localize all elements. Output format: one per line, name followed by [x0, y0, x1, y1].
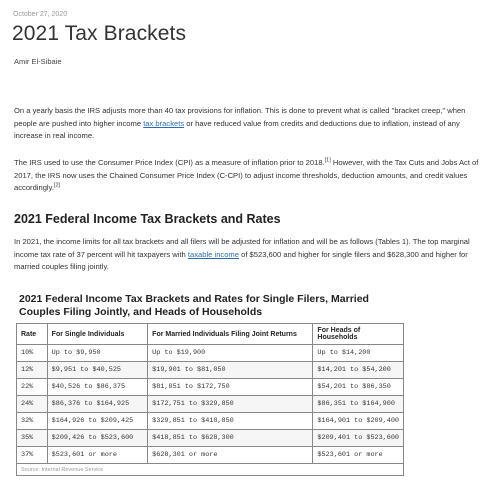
head-of-household-cell: $209,401 to $523,600 — [313, 430, 404, 447]
taxable-income-link[interactable]: taxable income — [187, 249, 239, 259]
limits-text-end: of $523,600 and higher for single filers and $628,300 and higher for married couples filing jointly. — [14, 249, 468, 272]
single-cell: $40,526 to $86,375 — [47, 379, 148, 396]
table-row — [17, 345, 404, 362]
intro-text-end: or have reduced value from credits and deductions due to inflation, instead of any increase in real income. — [14, 118, 460, 141]
footnote-ref-2[interactable]: [2] — [53, 182, 61, 189]
married-joint-cell: $628,301 or more — [148, 447, 313, 464]
single-cell: $86,376 to $164,925 — [47, 396, 148, 413]
married-joint-cell: $418,851 to $628,300 — [148, 430, 313, 447]
table-row — [17, 447, 404, 464]
table-row — [17, 379, 404, 396]
head-of-household-cell: $14,201 to $54,200 — [313, 362, 404, 379]
table-row — [17, 362, 404, 379]
rate-cell: 37% — [17, 447, 48, 464]
intro-text-start: On a yearly basis the IRS adjusts more than 40 tax provisions for inflation. This is done to prevent what is called "bracket creep," when people are pushed into higher income — [14, 106, 466, 128]
header-head-of-household: For Heads of Households — [313, 324, 404, 345]
head-of-household-cell: $54,201 to $86,350 — [313, 379, 404, 396]
table-source-row — [17, 464, 404, 476]
tax-brackets-link[interactable]: tax brackets — [143, 118, 185, 128]
married-joint-cell: $329,851 to $418,850 — [148, 413, 313, 430]
head-of-household-cell: $164,901 to $209,400 — [313, 413, 404, 430]
rate-cell: 22% — [17, 379, 48, 396]
table-title: 2021 Federal Income Tax Brackets and Rates for Single Filers, Married Couples Filing Jointly, and Heads of Households — [19, 293, 369, 318]
table-row — [17, 413, 404, 430]
single-cell: $9,951 to $40,525 — [47, 362, 148, 379]
rate-cell: 35% — [17, 430, 48, 447]
intro-paragraph — [14, 105, 486, 143]
married-joint-cell: $19,901 to $81,050 — [148, 362, 313, 379]
rate-cell: 12% — [17, 362, 48, 379]
table-header-row — [17, 324, 404, 345]
married-joint-cell: $81,051 to $172,750 — [148, 379, 313, 396]
single-cell: $523,601 or more — [47, 447, 148, 464]
publish-date: October 27, 2020 — [13, 11, 68, 18]
table-source-note: Source: Internal Revenue Service — [17, 464, 404, 476]
single-cell: Up to $9,950 — [47, 345, 148, 362]
single-cell: $209,426 to $523,600 — [47, 430, 148, 447]
table-row — [17, 430, 404, 447]
tax-brackets-table — [16, 323, 404, 476]
author-name: Amir El-Sibaie — [14, 57, 62, 66]
head-of-household-cell: $86,351 to $164,900 — [313, 396, 404, 413]
rate-cell: 24% — [17, 396, 48, 413]
footnote-ref-1[interactable]: [1] — [324, 157, 331, 164]
header-rate: Rate — [17, 324, 48, 345]
head-of-household-cell: Up to $14,200 — [313, 345, 404, 362]
table-row — [17, 396, 404, 413]
rate-cell: 10% — [17, 345, 48, 362]
page-title: 2021 Tax Brackets — [12, 22, 187, 45]
rate-cell: 32% — [17, 413, 48, 430]
header-married-joint: For Married Individuals Filing Joint Returns — [148, 324, 313, 345]
married-joint-cell: $172,751 to $329,850 — [148, 396, 313, 413]
married-joint-cell: Up to $19,900 — [148, 345, 313, 362]
cpi-text-start: The IRS used to use the Consumer Price Index (CPI) as a measure of inflation prior to 2018. — [14, 158, 325, 167]
cpi-paragraph — [14, 157, 486, 195]
section-heading: 2021 Federal Income Tax Brackets and Rates — [14, 212, 281, 226]
header-single: For Single Individuals — [47, 324, 148, 345]
single-cell: $164,926 to $209,425 — [47, 413, 148, 430]
head-of-household-cell: $523,601 or more — [313, 447, 404, 464]
income-limits-paragraph — [14, 236, 486, 274]
limits-text-start: In 2021, the income limits for all tax brackets and all filers will be adjusted for inflation and will be as follows (Tables 1). The top marginal income tax rate of 37 percent will hit taxpayers with — [14, 237, 470, 259]
cpi-text-end: However, with the Tax Cuts and Jobs Act of 2017, the IRS now uses the Chained Consumer Price Index (C-CPI) to adjust income thresholds, deduction amounts, and credit values accordingly. — [14, 158, 479, 193]
